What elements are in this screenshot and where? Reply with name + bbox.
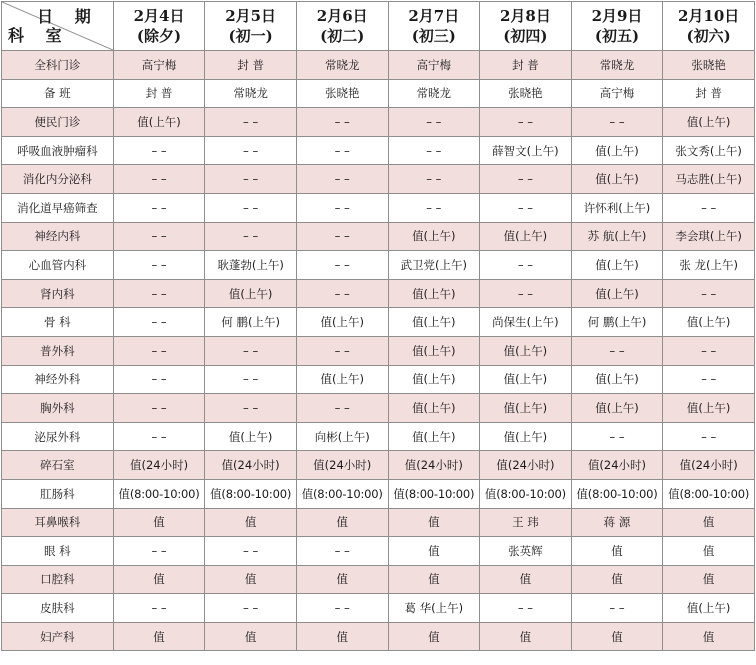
duty-cell: 常晓龙 <box>388 79 480 108</box>
duty-cell: 值(8:00-10:00) <box>480 479 572 508</box>
duty-cell: 值 <box>663 508 755 537</box>
duty-cell: 值(8:00-10:00) <box>296 479 388 508</box>
duty-cell: – – <box>571 422 663 451</box>
duty-cell: 值(上午) <box>480 336 572 365</box>
day-date: 2月7日 <box>408 7 460 25</box>
duty-cell: – – <box>296 108 388 137</box>
department-cell: 呼吸血液肿瘤科 <box>2 136 114 165</box>
duty-cell: 值(24小时) <box>113 451 205 480</box>
duty-cell: 值(上午) <box>388 308 480 337</box>
duty-cell: – – <box>571 108 663 137</box>
schedule-row <box>2 51 755 80</box>
duty-cell: – – <box>205 222 297 251</box>
duty-cell: 何 鹏(上午) <box>571 308 663 337</box>
duty-cell: – – <box>296 279 388 308</box>
duty-cell: 值(上午) <box>480 422 572 451</box>
day-lunar: (除夕) <box>136 27 182 45</box>
duty-cell: – – <box>113 251 205 280</box>
day-lunar: (初三) <box>411 27 456 45</box>
duty-cell: – – <box>113 537 205 566</box>
duty-cell: – – <box>480 165 572 194</box>
duty-cell: 值 <box>571 537 663 566</box>
duty-cell: 值(上午) <box>296 365 388 394</box>
day-date: 2月9日 <box>591 7 643 25</box>
duty-cell: 值 <box>113 622 205 651</box>
duty-cell: 封 普 <box>205 51 297 80</box>
duty-cell: 常晓龙 <box>205 79 297 108</box>
schedule-row <box>2 308 755 337</box>
duty-cell: 值(上午) <box>205 422 297 451</box>
schedule-row <box>2 79 755 108</box>
schedule-row <box>2 594 755 623</box>
duty-cell: 值(上午) <box>388 279 480 308</box>
duty-cell: 值(上午) <box>663 308 755 337</box>
duty-cell: 值 <box>296 565 388 594</box>
department-cell: 胸外科 <box>2 394 114 423</box>
duty-cell: 常晓龙 <box>296 51 388 80</box>
duty-cell: – – <box>113 136 205 165</box>
duty-cell: 高宁梅 <box>113 51 205 80</box>
duty-cell: 值(8:00-10:00) <box>571 479 663 508</box>
duty-cell: 何 鹏(上午) <box>205 308 297 337</box>
duty-cell: – – <box>205 108 297 137</box>
duty-cell: 值(上午) <box>663 394 755 423</box>
department-cell: 耳鼻喉科 <box>2 508 114 537</box>
duty-cell: – – <box>113 279 205 308</box>
duty-cell: – – <box>296 193 388 222</box>
day-header <box>296 2 388 51</box>
duty-cell: 值 <box>663 537 755 566</box>
duty-cell: 值(上午) <box>663 108 755 137</box>
schedule-row <box>2 136 755 165</box>
day-lunar: (初四) <box>503 27 548 45</box>
duty-cell: 值(上午) <box>571 165 663 194</box>
duty-cell: – – <box>113 222 205 251</box>
duty-cell: 张晓艳 <box>480 79 572 108</box>
duty-cell: 值(上午) <box>388 394 480 423</box>
duty-cell: 张文秀(上午) <box>663 136 755 165</box>
duty-cell: – – <box>480 279 572 308</box>
day-header <box>113 2 205 51</box>
duty-cell: 封 普 <box>663 79 755 108</box>
duty-cell: 苏 航(上午) <box>571 222 663 251</box>
duty-cell: 值 <box>571 565 663 594</box>
schedule-row <box>2 251 755 280</box>
duty-cell: 值 <box>113 508 205 537</box>
department-cell: 妇产科 <box>2 622 114 651</box>
duty-schedule-table <box>1 1 755 651</box>
duty-cell: 张英辉 <box>480 537 572 566</box>
department-cell: 神经外科 <box>2 365 114 394</box>
duty-cell: 值(24小时) <box>480 451 572 480</box>
duty-cell: 许怀利(上午) <box>571 193 663 222</box>
duty-cell: – – <box>388 136 480 165</box>
duty-cell: 值(8:00-10:00) <box>663 479 755 508</box>
duty-cell: 值(8:00-10:00) <box>388 479 480 508</box>
department-cell: 泌尿外科 <box>2 422 114 451</box>
duty-cell: 值(8:00-10:00) <box>205 479 297 508</box>
duty-cell: 值(上午) <box>480 222 572 251</box>
department-cell: 骨 科 <box>2 308 114 337</box>
duty-cell: – – <box>296 594 388 623</box>
duty-cell: 值(上午) <box>296 308 388 337</box>
schedule-row <box>2 508 755 537</box>
department-cell: 心血管内科 <box>2 251 114 280</box>
duty-cell: 尚保生(上午) <box>480 308 572 337</box>
duty-cell: – – <box>388 193 480 222</box>
duty-cell: 马志胜(上午) <box>663 165 755 194</box>
duty-cell: – – <box>113 308 205 337</box>
duty-cell: – – <box>296 222 388 251</box>
duty-cell: 张晓艳 <box>663 51 755 80</box>
duty-cell: 值 <box>388 508 480 537</box>
duty-cell: 薛智文(上午) <box>480 136 572 165</box>
duty-cell: 值 <box>480 565 572 594</box>
day-header <box>388 2 480 51</box>
duty-cell: 张 龙(上午) <box>663 251 755 280</box>
department-cell: 皮肤科 <box>2 594 114 623</box>
duty-cell: 值 <box>388 565 480 594</box>
duty-cell: – – <box>205 537 297 566</box>
corner-cell <box>2 2 114 51</box>
corner-date-label: 日 期 <box>37 7 99 26</box>
duty-cell: – – <box>296 537 388 566</box>
duty-cell: 值 <box>296 508 388 537</box>
schedule-row <box>2 565 755 594</box>
duty-cell: 值(上午) <box>571 394 663 423</box>
schedule-row <box>2 365 755 394</box>
duty-cell: 封 普 <box>113 79 205 108</box>
duty-cell: – – <box>205 336 297 365</box>
duty-cell: 值 <box>480 622 572 651</box>
department-cell: 消化道早癌筛查 <box>2 193 114 222</box>
department-cell: 全科门诊 <box>2 51 114 80</box>
duty-cell: 蒋 源 <box>571 508 663 537</box>
duty-cell: 值(24小时) <box>663 451 755 480</box>
day-lunar: (初六) <box>686 27 731 45</box>
department-cell: 消化内分泌科 <box>2 165 114 194</box>
duty-cell: 值 <box>205 565 297 594</box>
duty-cell: – – <box>480 108 572 137</box>
duty-cell: – – <box>205 193 297 222</box>
duty-cell: – – <box>296 394 388 423</box>
duty-cell: – – <box>296 165 388 194</box>
department-cell: 肛肠科 <box>2 479 114 508</box>
duty-cell: – – <box>113 422 205 451</box>
duty-cell: 值 <box>205 508 297 537</box>
schedule-row <box>2 622 755 651</box>
duty-cell: – – <box>388 165 480 194</box>
day-header <box>480 2 572 51</box>
duty-cell: – – <box>205 394 297 423</box>
day-header <box>571 2 663 51</box>
schedule-row <box>2 422 755 451</box>
duty-cell: – – <box>571 336 663 365</box>
duty-cell: 值(上午) <box>480 394 572 423</box>
day-lunar: (初一) <box>228 27 273 45</box>
duty-cell: 值 <box>571 622 663 651</box>
duty-cell: 耿蓬勃(上午) <box>205 251 297 280</box>
duty-cell: 张晓艳 <box>296 79 388 108</box>
schedule-row <box>2 279 755 308</box>
day-date: 2月5日 <box>225 7 277 25</box>
corner-dept-label: 科 室 <box>8 26 70 45</box>
duty-cell: 常晓龙 <box>571 51 663 80</box>
duty-cell: 值(上午) <box>388 365 480 394</box>
duty-cell: 值(8:00-10:00) <box>113 479 205 508</box>
duty-cell: – – <box>205 165 297 194</box>
duty-cell: 值(24小时) <box>296 451 388 480</box>
schedule-row <box>2 222 755 251</box>
duty-cell: 值(上午) <box>388 336 480 365</box>
duty-cell: 值(上午) <box>571 136 663 165</box>
duty-cell: – – <box>480 251 572 280</box>
duty-cell: 葛 华(上午) <box>388 594 480 623</box>
duty-cell: 值(上午) <box>480 365 572 394</box>
schedule-row <box>2 336 755 365</box>
duty-cell: 值(24小时) <box>388 451 480 480</box>
schedule-row <box>2 108 755 137</box>
duty-cell: 值 <box>205 622 297 651</box>
duty-cell: 值(上午) <box>388 222 480 251</box>
duty-cell: – – <box>663 365 755 394</box>
duty-cell: 值(24小时) <box>571 451 663 480</box>
duty-cell: 值(上午) <box>571 251 663 280</box>
duty-cell: – – <box>113 394 205 423</box>
duty-cell: – – <box>205 136 297 165</box>
duty-cell: 值(上午) <box>388 422 480 451</box>
duty-cell: – – <box>113 336 205 365</box>
duty-cell: – – <box>205 365 297 394</box>
schedule-row <box>2 451 755 480</box>
day-header <box>205 2 297 51</box>
department-cell: 备 班 <box>2 79 114 108</box>
schedule-row <box>2 479 755 508</box>
duty-cell: 值 <box>663 622 755 651</box>
department-cell: 口腔科 <box>2 565 114 594</box>
duty-cell: 武卫党(上午) <box>388 251 480 280</box>
duty-cell: 值 <box>663 565 755 594</box>
duty-cell: – – <box>388 108 480 137</box>
day-header <box>663 2 755 51</box>
duty-cell: – – <box>480 193 572 222</box>
day-date: 2月4日 <box>133 7 185 25</box>
duty-cell: 值(上午) <box>571 279 663 308</box>
duty-cell: – – <box>113 165 205 194</box>
duty-cell: – – <box>663 336 755 365</box>
schedule-row <box>2 165 755 194</box>
department-cell: 肾内科 <box>2 279 114 308</box>
duty-cell: 值 <box>296 622 388 651</box>
department-cell: 碎石室 <box>2 451 114 480</box>
duty-cell: 值 <box>113 565 205 594</box>
duty-cell: – – <box>113 365 205 394</box>
duty-cell: 值 <box>388 537 480 566</box>
duty-cell: 高宁梅 <box>388 51 480 80</box>
schedule-row <box>2 537 755 566</box>
day-lunar: (初五) <box>594 27 640 45</box>
day-lunar: (初二) <box>320 27 365 45</box>
duty-cell: 值(上午) <box>571 365 663 394</box>
duty-cell: 李会琪(上午) <box>663 222 755 251</box>
duty-cell: 值(上午) <box>113 108 205 137</box>
duty-cell: 值(上午) <box>663 594 755 623</box>
duty-cell: 高宁梅 <box>571 79 663 108</box>
duty-cell: 向彬(上午) <box>296 422 388 451</box>
duty-cell: – – <box>480 594 572 623</box>
duty-cell: – – <box>571 594 663 623</box>
duty-cell: – – <box>663 279 755 308</box>
department-cell: 便民门诊 <box>2 108 114 137</box>
duty-cell: – – <box>296 251 388 280</box>
duty-cell: – – <box>296 136 388 165</box>
department-cell: 神经内科 <box>2 222 114 251</box>
duty-cell: 值(24小时) <box>205 451 297 480</box>
duty-cell: – – <box>113 193 205 222</box>
duty-cell: 值 <box>388 622 480 651</box>
duty-cell: – – <box>113 594 205 623</box>
schedule-row <box>2 193 755 222</box>
duty-cell: 值(上午) <box>205 279 297 308</box>
day-date: 2月10日 <box>677 7 740 25</box>
duty-cell: 王 玮 <box>480 508 572 537</box>
duty-cell: – – <box>296 336 388 365</box>
day-date: 2月6日 <box>316 7 368 25</box>
department-cell: 普外科 <box>2 336 114 365</box>
schedule-row <box>2 394 755 423</box>
duty-cell: – – <box>205 594 297 623</box>
duty-cell: – – <box>663 422 755 451</box>
header-row <box>2 2 755 51</box>
duty-cell: – – <box>663 193 755 222</box>
day-date: 2月8日 <box>499 7 551 25</box>
duty-cell: 封 普 <box>480 51 572 80</box>
department-cell: 眼 科 <box>2 537 114 566</box>
